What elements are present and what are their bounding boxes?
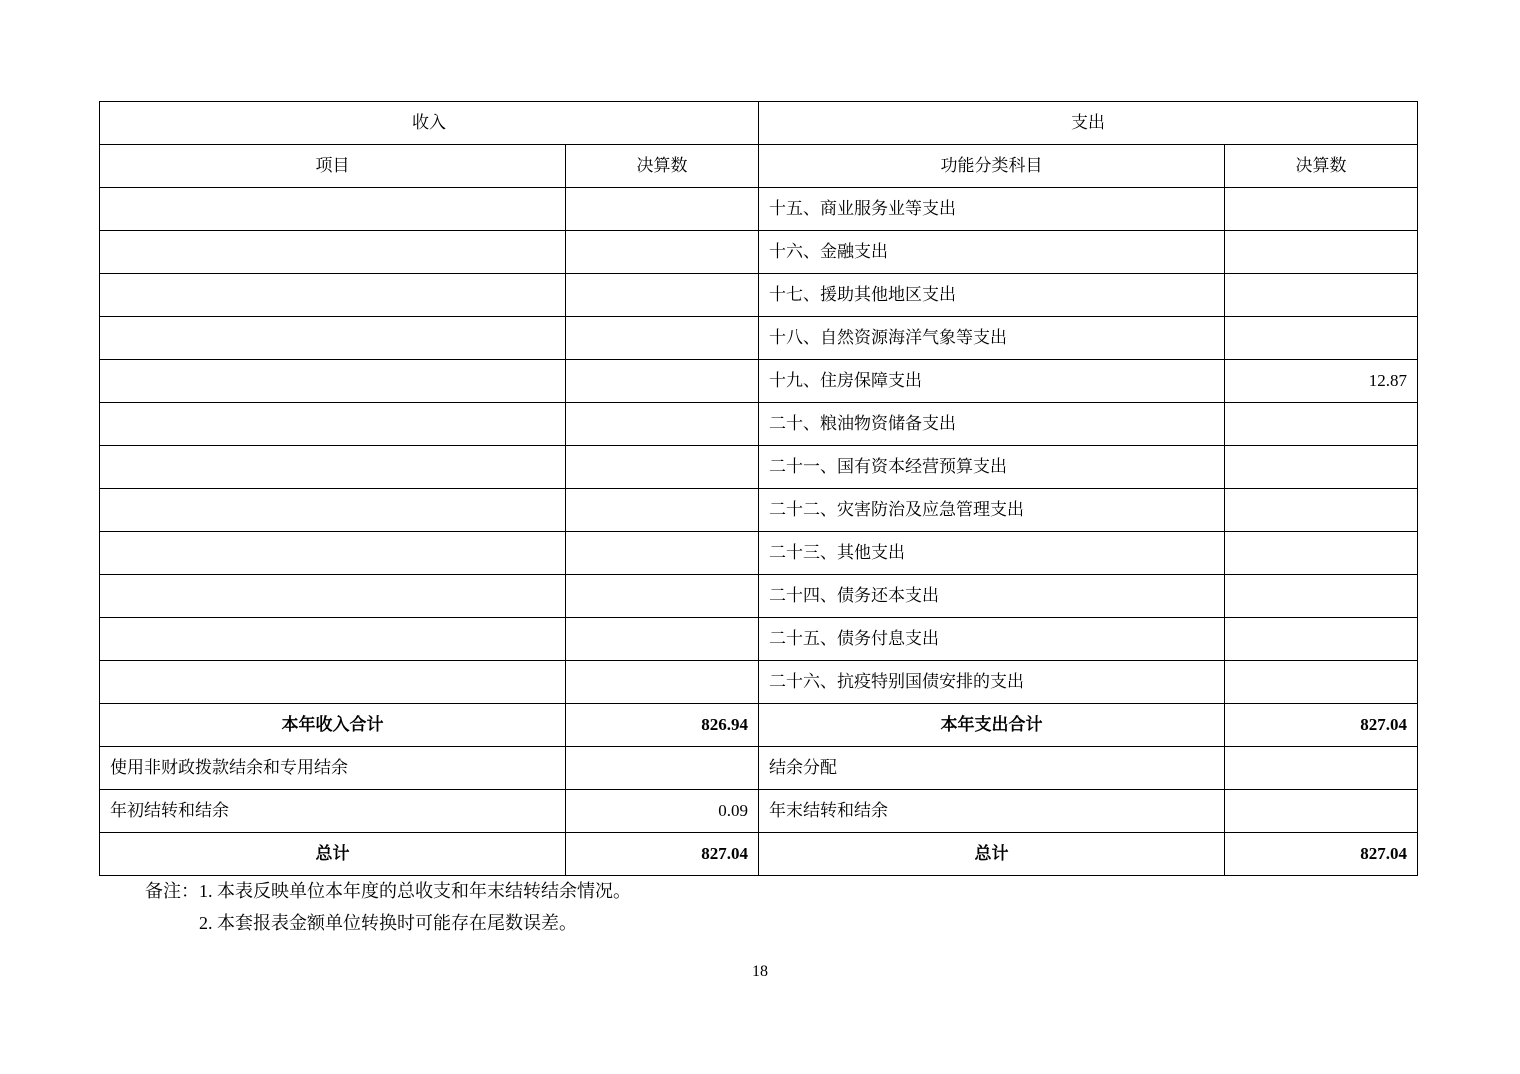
cell-expense-item: 本年支出合计: [759, 704, 1225, 747]
table-row-total: [100, 704, 1418, 747]
cell-expense-item: 结余分配: [759, 747, 1225, 790]
table-row: [100, 317, 1418, 360]
cell-expense-amount: [1225, 618, 1418, 661]
table-row: [100, 790, 1418, 833]
cell-expense-amount: [1225, 532, 1418, 575]
cell-expense-item: 年末结转和结余: [759, 790, 1225, 833]
table-row-grand-total: [100, 833, 1418, 876]
cell-income-amount: [566, 747, 759, 790]
cell-expense-item: 二十一、国有资本经营预算支出: [759, 446, 1225, 489]
table-row: [100, 532, 1418, 575]
cell-expense-item: 二十四、债务还本支出: [759, 575, 1225, 618]
cell-income-amount: [566, 618, 759, 661]
cell-income-amount: [566, 575, 759, 618]
table-row: [100, 446, 1418, 489]
cell-income-item: [100, 575, 566, 618]
cell-expense-item: 十八、自然资源海洋气象等支出: [759, 317, 1225, 360]
cell-expense-amount: 827.04: [1225, 833, 1418, 876]
table-row: [100, 360, 1418, 403]
table-row: [100, 274, 1418, 317]
table-row: [100, 575, 1418, 618]
cell-income-amount: [566, 274, 759, 317]
cell-income-item: [100, 274, 566, 317]
cell-income-amount: [566, 231, 759, 274]
cell-income-item: [100, 188, 566, 231]
cell-income-item: [100, 360, 566, 403]
table-row: [100, 403, 1418, 446]
cell-income-amount: [566, 532, 759, 575]
cell-income-amount: [566, 360, 759, 403]
cell-expense-amount: [1225, 188, 1418, 231]
table-column-header-row: [100, 145, 1418, 188]
cell-expense-amount: [1225, 317, 1418, 360]
column-header-income-item: 项目: [100, 145, 566, 188]
table-row: [100, 231, 1418, 274]
cell-expense-amount: [1225, 489, 1418, 532]
page-number: 18: [752, 963, 768, 980]
cell-income-amount: 827.04: [566, 833, 759, 876]
column-header-income-amount: 决算数: [566, 145, 759, 188]
cell-income-item: 本年收入合计: [100, 704, 566, 747]
table-row: [100, 618, 1418, 661]
cell-income-item: [100, 403, 566, 446]
cell-expense-item: 总计: [759, 833, 1225, 876]
table-row: [100, 747, 1418, 790]
cell-expense-item: 十九、住房保障支出: [759, 360, 1225, 403]
budget-summary-table: [99, 101, 1418, 876]
cell-income-item: [100, 661, 566, 704]
column-header-expense-amount: 决算数: [1225, 145, 1418, 188]
cell-income-amount: [566, 317, 759, 360]
cell-expense-item: 十五、商业服务业等支出: [759, 188, 1225, 231]
cell-expense-amount: 12.87: [1225, 360, 1418, 403]
cell-income-item: [100, 231, 566, 274]
cell-expense-item: 二十五、债务付息支出: [759, 618, 1225, 661]
group-header-expense: 支出: [759, 102, 1418, 145]
cell-expense-item: 十七、援助其他地区支出: [759, 274, 1225, 317]
cell-income-item: 年初结转和结余: [100, 790, 566, 833]
cell-expense-item: 十六、金融支出: [759, 231, 1225, 274]
cell-expense-item: 二十二、灾害防治及应急管理支出: [759, 489, 1225, 532]
note-line-1: 备注：1. 本表反映单位本年度的总收支和年末结转结余情况。: [145, 881, 631, 901]
cell-expense-amount: [1225, 446, 1418, 489]
cell-expense-amount: [1225, 790, 1418, 833]
note-line-2: 2. 本套报表金额单位转换时可能存在尾数误差。: [199, 912, 577, 933]
cell-expense-amount: [1225, 661, 1418, 704]
cell-income-amount: [566, 188, 759, 231]
cell-expense-amount: [1225, 747, 1418, 790]
table-notes: [99, 876, 1419, 939]
cell-expense-amount: 827.04: [1225, 704, 1418, 747]
table-body: [100, 102, 1418, 876]
cell-income-item: [100, 618, 566, 661]
table-row: [100, 188, 1418, 231]
cell-expense-item: 二十六、抗疫特别国债安排的支出: [759, 661, 1225, 704]
cell-income-item: [100, 317, 566, 360]
cell-income-amount: [566, 489, 759, 532]
cell-income-item: [100, 489, 566, 532]
cell-expense-item: 二十三、其他支出: [759, 532, 1225, 575]
cell-income-amount: [566, 403, 759, 446]
cell-income-amount: 0.09: [566, 790, 759, 833]
cell-income-item: [100, 446, 566, 489]
table-group-header-row: [100, 102, 1418, 145]
cell-income-amount: 826.94: [566, 704, 759, 747]
cell-income-item: [100, 532, 566, 575]
cell-income-amount: [566, 446, 759, 489]
column-header-expense-item: 功能分类科目: [759, 145, 1225, 188]
cell-expense-item: 二十、粮油物资储备支出: [759, 403, 1225, 446]
table-row: [100, 661, 1418, 704]
group-header-income: 收入: [100, 102, 759, 145]
cell-expense-amount: [1225, 403, 1418, 446]
table-row: [100, 489, 1418, 532]
cell-expense-amount: [1225, 231, 1418, 274]
cell-income-item: 使用非财政拨款结余和专用结余: [100, 747, 566, 790]
cell-income-amount: [566, 661, 759, 704]
cell-expense-amount: [1225, 274, 1418, 317]
cell-expense-amount: [1225, 575, 1418, 618]
cell-income-item: 总计: [100, 833, 566, 876]
